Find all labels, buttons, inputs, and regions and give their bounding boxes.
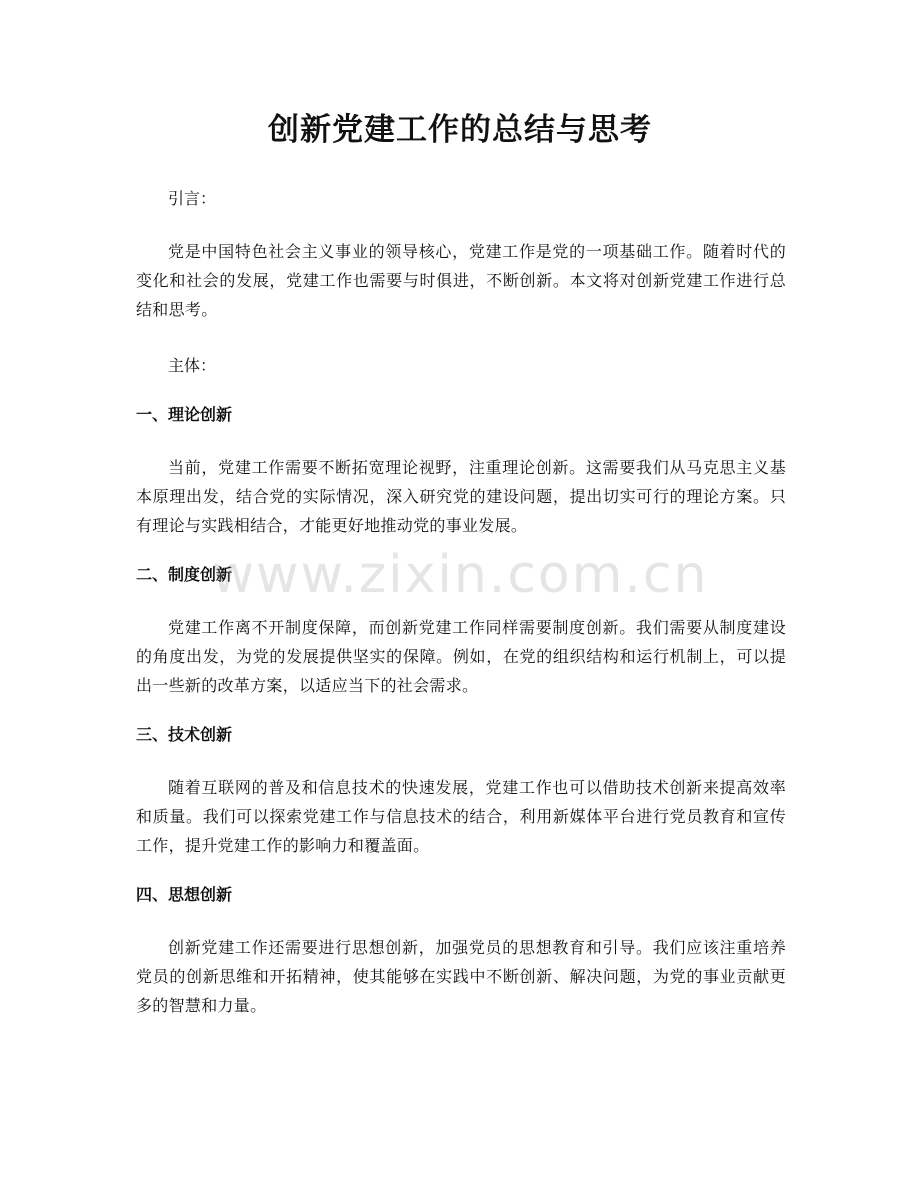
- section-text-theory: 当前，党建工作需要不断拓宽理论视野，注重理论创新。这需要我们从马克思主义基本原理出发，结合党的实际情况，深入研究党的建设问题，提出切实可行的理论方案。只有理论与实践相结合，才能更好地推动党的事业发展。: [136, 458, 786, 535]
- intro-paragraph: 党是中国特色社会主义事业的领导核心，党建工作是党的一项基础工作。随着时代的变化和社会的发展，党建工作也需要与时俱进，不断创新。本文将对创新党建工作进行总结和思考。: [136, 242, 786, 319]
- section-text-thought: 创新党建工作还需要进行思想创新，加强党员的思想教育和引导。我们应该注重培养党员的创新思维和开拓精神，使其能够在实践中不断创新、解决问题，为党的事业贡献更多的智慧和力量。: [136, 938, 786, 1015]
- section-text-technology: 随着互联网的普及和信息技术的快速发展，党建工作也可以借助技术创新来提高效率和质量。我们可以探索党建工作与信息技术的结合，利用新媒体平台进行党员教育和宣传工作，提升党建工作的影响力和覆盖面。: [136, 778, 786, 855]
- document-body: [136, 184, 786, 1020]
- section-heading-theory: 一、理论创新: [136, 405, 233, 424]
- watermark: www.zixin.com.cn: [211, 545, 709, 605]
- section-heading-technology: 三、技术创新: [136, 725, 233, 744]
- section-text-system: 党建工作离不开制度保障，而创新党建工作同样需要制度创新。我们需要从制度建设的角度出发，为党的发展提供坚实的保障。例如，在党的组织结构和运行机制上，可以提出一些新的改革方案，以适应当下的社会需求。: [136, 618, 786, 695]
- body-label: 主体：: [168, 356, 217, 375]
- intro-label: 引言：: [168, 189, 217, 208]
- page-title: 创新党建工作的总结与思考: [268, 112, 652, 148]
- section-heading-thought: 四、思想创新: [136, 885, 233, 904]
- section-heading-system: 二、制度创新: [136, 565, 233, 584]
